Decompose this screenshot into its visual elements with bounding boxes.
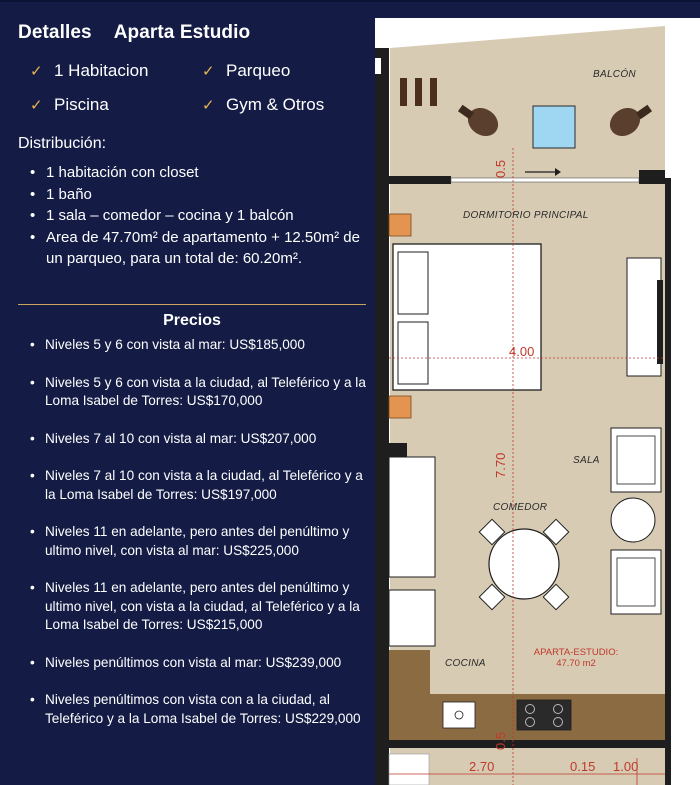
closet	[627, 258, 661, 376]
apartment-area-label	[521, 647, 631, 669]
feature-item	[202, 94, 362, 116]
bullet-icon: •	[30, 185, 36, 203]
check-icon: ✓	[202, 97, 215, 114]
room-label-comedor: COMEDOR	[493, 502, 548, 513]
bullet-icon: •	[30, 654, 35, 670]
apartment-area-value: 47.70 m2	[556, 658, 596, 669]
prices-title: Precios	[163, 312, 221, 329]
armchair-seat	[617, 558, 655, 606]
nightstand	[389, 214, 411, 236]
list-item	[30, 205, 370, 227]
nightstand	[389, 396, 411, 418]
distribution-title: Distribución:	[18, 135, 107, 152]
bullet-icon: •	[30, 164, 36, 181]
feature-label: Gym & Otros	[226, 95, 325, 114]
room-label-cocina: COCINA	[445, 658, 486, 669]
dimension-bottom-left: 2.70	[469, 759, 495, 774]
stove	[517, 700, 571, 730]
feature-label: 1 Habitacion	[54, 61, 149, 80]
price-item	[30, 336, 366, 355]
price-text: Niveles 7 al 10 con vista al mar: US$207,000	[45, 430, 317, 446]
railing-post	[400, 78, 407, 106]
refrigerator	[389, 590, 435, 646]
price-item	[30, 691, 366, 728]
railing-post	[430, 78, 437, 106]
check-icon: ✓	[202, 63, 215, 80]
price-text: Niveles penúltimos con vista al mar: US$239,000	[45, 654, 342, 670]
list-item	[30, 227, 370, 270]
price-item	[30, 374, 366, 411]
wall-opening	[375, 58, 381, 74]
unit-type-title: Aparta Estudio	[113, 22, 251, 43]
feature-label: Piscina	[54, 95, 109, 114]
price-item	[30, 654, 366, 673]
price-text: Niveles penúltimos con vista con a la ciudad, al Teleférico y a la Loma Isabel de Torres: US$229,000	[45, 692, 361, 726]
room-label-dormitorio: DORMITORIO PRINCIPAL	[463, 210, 589, 221]
features-grid	[30, 60, 360, 116]
price-item	[30, 579, 366, 635]
list-item-text: 1 baño	[46, 185, 92, 203]
bullet-icon: •	[30, 468, 35, 483]
check-icon: ✓	[30, 63, 43, 80]
bottom-wall	[389, 740, 665, 748]
inner-wall	[389, 176, 451, 184]
price-item	[30, 523, 366, 560]
floor-plan	[375, 18, 700, 785]
price-text: Niveles 7 al 10 con vista a la ciudad, al Teleférico y a la Loma Isabel de Torres: US$197,000	[45, 468, 363, 502]
feature-item	[30, 94, 202, 116]
bullet-icon: •	[30, 430, 35, 446]
closet-door	[657, 280, 663, 364]
price-text: Niveles 5 y 6 con vista a la ciudad, al Teleférico y a la Loma Isabel de Torres: US$170,000	[45, 374, 366, 408]
feature-label: Parqueo	[226, 61, 291, 80]
price-text: Niveles 5 y 6 con vista al mar: US$185,000	[45, 337, 305, 352]
details-title: Detalles	[18, 22, 92, 43]
bullet-icon: •	[30, 692, 35, 707]
sink	[443, 702, 475, 728]
dimension-top-small: 0.5	[493, 159, 508, 178]
railing-post	[415, 78, 422, 106]
apartment-area-title: APARTA-ESTUDIO:	[533, 647, 619, 658]
price-list	[30, 336, 366, 747]
right-wall	[665, 178, 671, 785]
bullet-icon: •	[30, 524, 35, 539]
price-text: Niveles 11 en adelante, pero antes del penúltimo y ultimo nivel, con vista a la ciudad, al Teleférico y a la Loma Isabel de Torres: US$215,000	[45, 580, 360, 632]
sliding-door	[451, 178, 639, 182]
distribution-list	[30, 162, 370, 270]
coffee-table	[611, 498, 655, 542]
list-item-text: 1 sala – comedor – cocina y 1 balcón	[46, 207, 294, 224]
list-item-text: 1 habitación con closet	[46, 164, 199, 181]
dimension-height: 7.70	[493, 452, 508, 478]
floor-plan-drawing	[375, 18, 700, 785]
balcony-table	[533, 106, 575, 148]
room-label-balcon: BALCÓN	[593, 69, 636, 80]
armchair-seat	[617, 436, 655, 484]
left-wall	[375, 48, 389, 785]
pillow	[398, 322, 428, 384]
details-header	[18, 22, 250, 44]
bathroom-fixture	[389, 754, 429, 785]
inner-wall	[639, 170, 665, 184]
room-label-sala: SALA	[573, 455, 600, 466]
bullet-icon: •	[30, 580, 35, 595]
check-icon: ✓	[30, 97, 43, 114]
feature-item	[202, 60, 362, 82]
price-item	[30, 467, 366, 504]
dimension-bottom-right: 1.00	[613, 759, 639, 774]
bullet-icon: •	[30, 374, 35, 390]
dimension-bottom-mid: 0.15	[570, 759, 596, 774]
cabinet	[389, 457, 435, 577]
list-item	[30, 184, 370, 206]
price-item	[30, 430, 366, 449]
bullet-icon: •	[30, 207, 36, 224]
inner-wall	[389, 443, 407, 457]
dining-table	[479, 519, 568, 609]
feature-item	[30, 60, 202, 82]
floor-area	[390, 26, 665, 785]
bullet-icon: •	[30, 228, 36, 246]
list-item-text: Area de 47.70m² de apartamento + 12.50m² de un parqueo, para un total de: 60.20m².	[46, 228, 360, 267]
dimension-width: 4.00	[509, 344, 535, 359]
list-item	[30, 162, 370, 184]
section-divider	[18, 304, 366, 305]
bullet-icon: •	[30, 337, 35, 352]
price-text: Niveles 11 en adelante, pero antes del penúltimo y ultimo nivel, con vista al mar: US$225,000	[45, 524, 350, 558]
pillow	[398, 252, 428, 314]
dimension-bottom-small: 0.5	[493, 731, 508, 750]
